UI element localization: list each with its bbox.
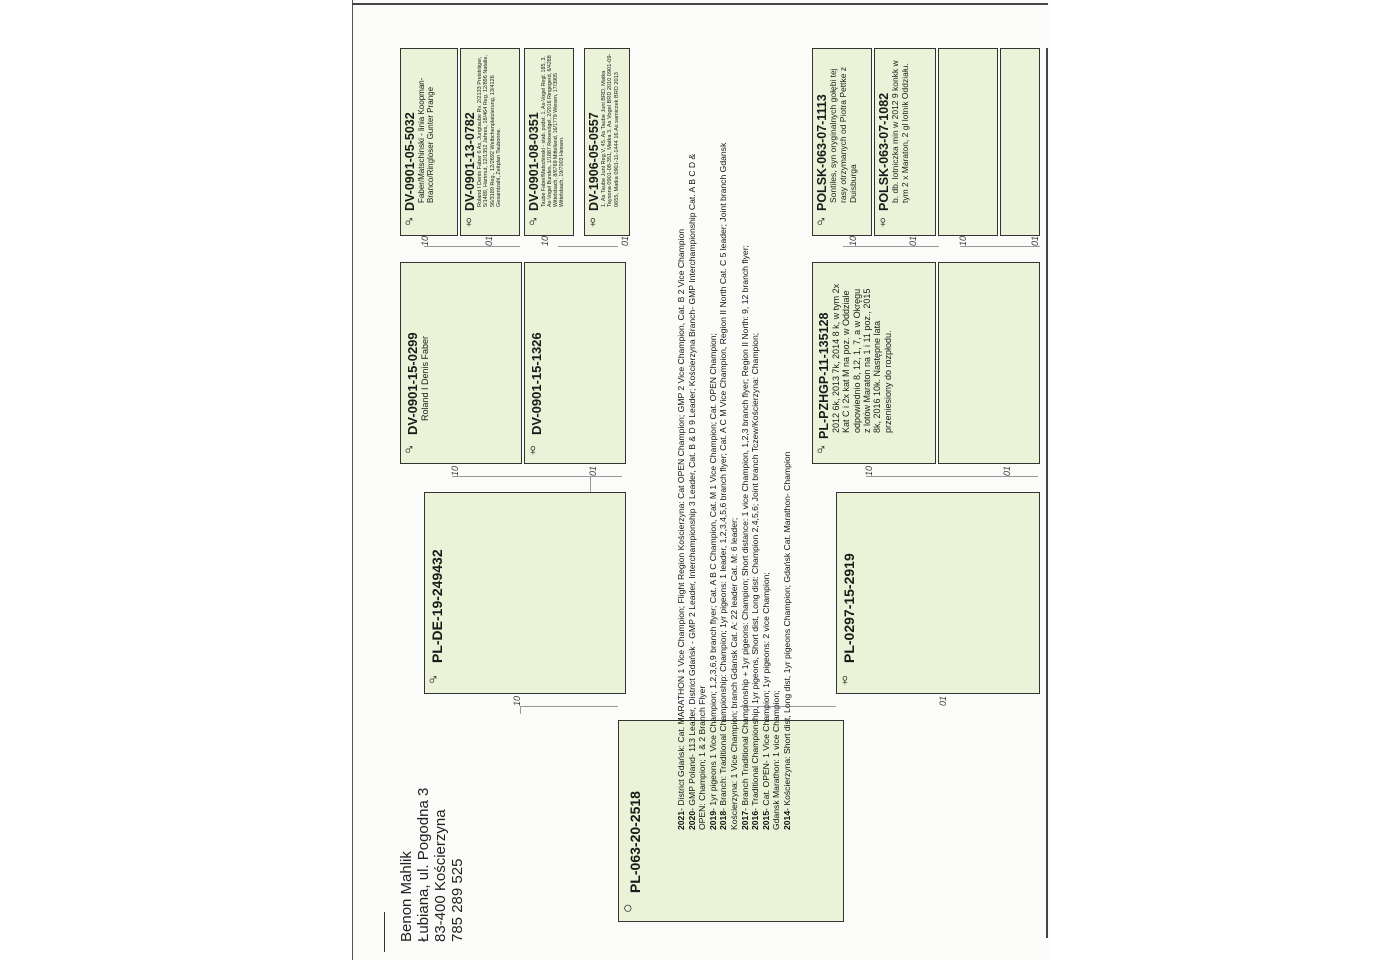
sire-card[interactable] [424,492,626,694]
connector [452,476,622,477]
g3-content [527,52,565,211]
performance-row: 2015- Cat. OPEN- 1 Vice Champion; 1yr pigeons: 2 vice Champion; [760,572,771,830]
dam-ring: PL-0297-15-2919 [841,553,857,663]
dam-dam-card[interactable] [938,262,1040,464]
connector [960,246,1040,247]
performance-row: 2014- Kościerzyna: Short dist, Long dist, 1yr pigeons Champion; Gdańsk Cat. Marathon- Champion [781,451,792,830]
connector [520,706,618,707]
g3-content [587,52,620,211]
dam-card[interactable] [836,492,1040,694]
generation-label: 01 [938,695,948,706]
g3-card-4[interactable] [584,48,630,236]
g3-ring: POLSK-063-07-1082 [877,92,891,211]
g3-note: Roland I Denis Faber 6 As, Jungtaube Rv. 2/2133 Preisträger, 5/1489, Hartmut, 12/1352 Jahres, 18/464 Reg. 12/896 Natalie, 56/3189 Reg., 12/2692 Weibchenplatzierung, 13/4126 Gesamtzahl, Zeitplan Taubonne. [477,55,502,207]
main-bird-ring: PL-063-20-2518 [627,791,643,893]
generation-label: 10 [864,465,874,476]
g3-content [463,52,502,211]
female-icon: ♀ [463,214,475,231]
connector [558,246,618,247]
performance-row: 2020- GMP Poland- 113 Leader, District Gdańsk - GMP 2 Leader, Interchampionship 3 Leader, Cat. B & D 9 Leader; Kościerzyna Branch- GMP Interchampionship Cat. A B C D & OPEN: Champion; 1 & 2 Branch Flyer [686,153,708,830]
g3-card-2[interactable] [460,48,520,236]
performance-row: Gdansk Marathon: 1 vice Champion; [771,690,782,830]
sheet-top-border [352,3,1048,5]
owner-name: Benon Mahlik [398,851,415,942]
g3-content [403,53,435,211]
g3-ring: DV-0901-05-5032 [403,112,417,211]
owner-underline [384,912,385,952]
owner-city: 83-400 Kościerzyna [432,809,449,942]
g3-ring: DV-0901-08-0351 [527,112,541,211]
connector [866,476,1038,477]
female-icon: ♀ [587,214,599,231]
owner-street: Łubiana, ul. Pogodna 3 [415,787,432,942]
connector [843,246,939,247]
g3-note: Sontiles, syn oryginalnych gołębi tej rasy otrzymanych od Piotra Pettke z Duisburga [828,66,858,203]
generation-label: 01 [620,235,630,246]
g3-content [877,53,911,211]
performance-row: 2017- Branch Traditional Championship + 1yr pigeons: Champion; Short distance: 1 vice Champion, 1,2,3 branch flyer; Region II North: 9, 12 branch flyer; [739,245,750,830]
connector [424,246,520,247]
g3-content [815,53,858,211]
g3-note: Taube Faber/Matschinski - stab. podst. 1, As-Vogel Regl. 185, 3. As-Vogel Bundes, 1/1887 Reisevögel, 2/2016 Ringegerd, 6/4288 Wittelsbach, 8/6769 Mittelland, 16/1779 Wiesen, 17/3905 Wittelsbach, 19/7003 Hessen. [541,55,566,207]
generation-label: 01 [1002,465,1012,476]
generation-label: 01 [908,235,918,246]
g3-note: 1. As Taube Juni Reg.V, 45. As Taube Juni BRD, Matka Taysona 0901-08-351, Matka 3. As Vogel BRD 2010 0901-09-0655, Matka 0901-11-1444 16.As samiczek BRD 2013 [601,53,620,207]
g3-card-6[interactable] [874,48,936,236]
generation-label: 10 [450,465,460,476]
generation-label: 10 [958,235,968,246]
male-icon: ♂ [427,672,439,689]
male-icon: ♂ [815,214,827,231]
sire-sire-note: Roland I Denis Faber [420,335,430,421]
g3-ring: DV-1906-05-0557 [587,112,601,211]
sheet-right-border [1046,48,1048,938]
dam-sire-note: 2012 6k, 2013 7k, 2014 8 k, w tym 2x Kat C i 2x kat M na poz. w Oddziale odpowiednio 8, 12, 1, 7, a w Okręgu z lotów Maraton na 1 i 11 poz., 2015 8k, 2016 10k. Następne lata przeniesiony do rozpłodu. [831,283,893,433]
generation-label: 10 [512,695,522,706]
generation-label: 10 [420,235,430,246]
dam-sire-ring: PL-PZHGP-11-135128 [817,312,831,439]
generation-label: 10 [848,235,858,246]
performance-row: 2018- Branch: Traditional Championship: Champion; 1yr pigeons: 1 leader, 1,2,3,4,5,6 branch flyer; Cat. A C M Vice Champion, Region II North Cat. C 5 leader; Joint branch Gdansk Kościerzyna: 1 Vice Champion; branch Gdansk Cat. A: 22 leader Cat. M: 6 leader; [718,142,739,830]
g3-ring: DV-0901-13-0782 [463,112,477,211]
generation-label: 01 [1030,235,1040,246]
g3-card-8[interactable] [1000,48,1040,236]
bird-symbol: ○ [623,900,633,917]
g3-ring: POLSK-063-07-1113 [815,94,829,211]
male-icon: ♂ [403,442,415,459]
performance-row: 2019- 1yr pigeons 1 Vice Champion; 1,2,3,6,9 branch flyer; Cat. A B C Champion, Cat. M 1 Vice Champion; Cat. OPEN Champion; [707,333,718,830]
g3-card-3[interactable] [524,48,574,236]
owner-phone: 785 289 525 [449,858,466,942]
sire-sire-content [405,332,430,435]
connector [520,706,521,714]
generation-label: 01 [588,465,598,476]
performance-row: 2016- Traditional Championship, 1yr pigeons, Short dist, Long dist: Champion 2,4,5,6; Joint branch Tczew/Kościerzyna: Champion; [750,332,761,830]
g3-card-5[interactable] [812,48,872,236]
generation-label: 01 [484,235,494,246]
female-icon: ♀ [877,214,889,231]
g3-card-1[interactable] [400,48,458,236]
sire-dam-ring: DV-0901-15-1326 [529,332,544,435]
performance-row: 2021- District Gdańsk: Cat. MARATHON 1 Vice Champion; Flight Region Kościerzyna: Cat OPEN Champion; GMP 2 Vice Champion, Cat. B 2 Vice Champion [676,228,686,830]
performance-list [676,130,793,830]
male-icon: ♂ [527,214,539,231]
dam-sire-content [817,283,893,439]
sire-sire-card[interactable] [400,262,522,464]
male-icon: ♂ [403,214,415,231]
male-icon: ♂ [815,442,827,459]
generation-label: 10 [540,235,550,246]
connector [590,476,591,492]
female-icon: ♀ [527,442,539,459]
owner-address [398,782,466,942]
dam-sire-card[interactable] [812,262,936,464]
female-icon: ♀ [839,672,851,689]
sire-ring: PL-DE-19-249432 [429,549,445,663]
sire-sire-ring: DV-0901-15-0299 [405,332,420,435]
sire-dam-card[interactable] [524,262,626,464]
g3-card-7[interactable] [938,48,998,236]
g3-note: b. db. lotniczka min w 2012 9 konkk w tym 2 x Maraton, 2 gl lotnik Oddziału. [890,60,910,203]
g3-note: Faber/Matschinski - linia Koopman-Branco/Ringloser Gunter Prange [417,77,436,203]
